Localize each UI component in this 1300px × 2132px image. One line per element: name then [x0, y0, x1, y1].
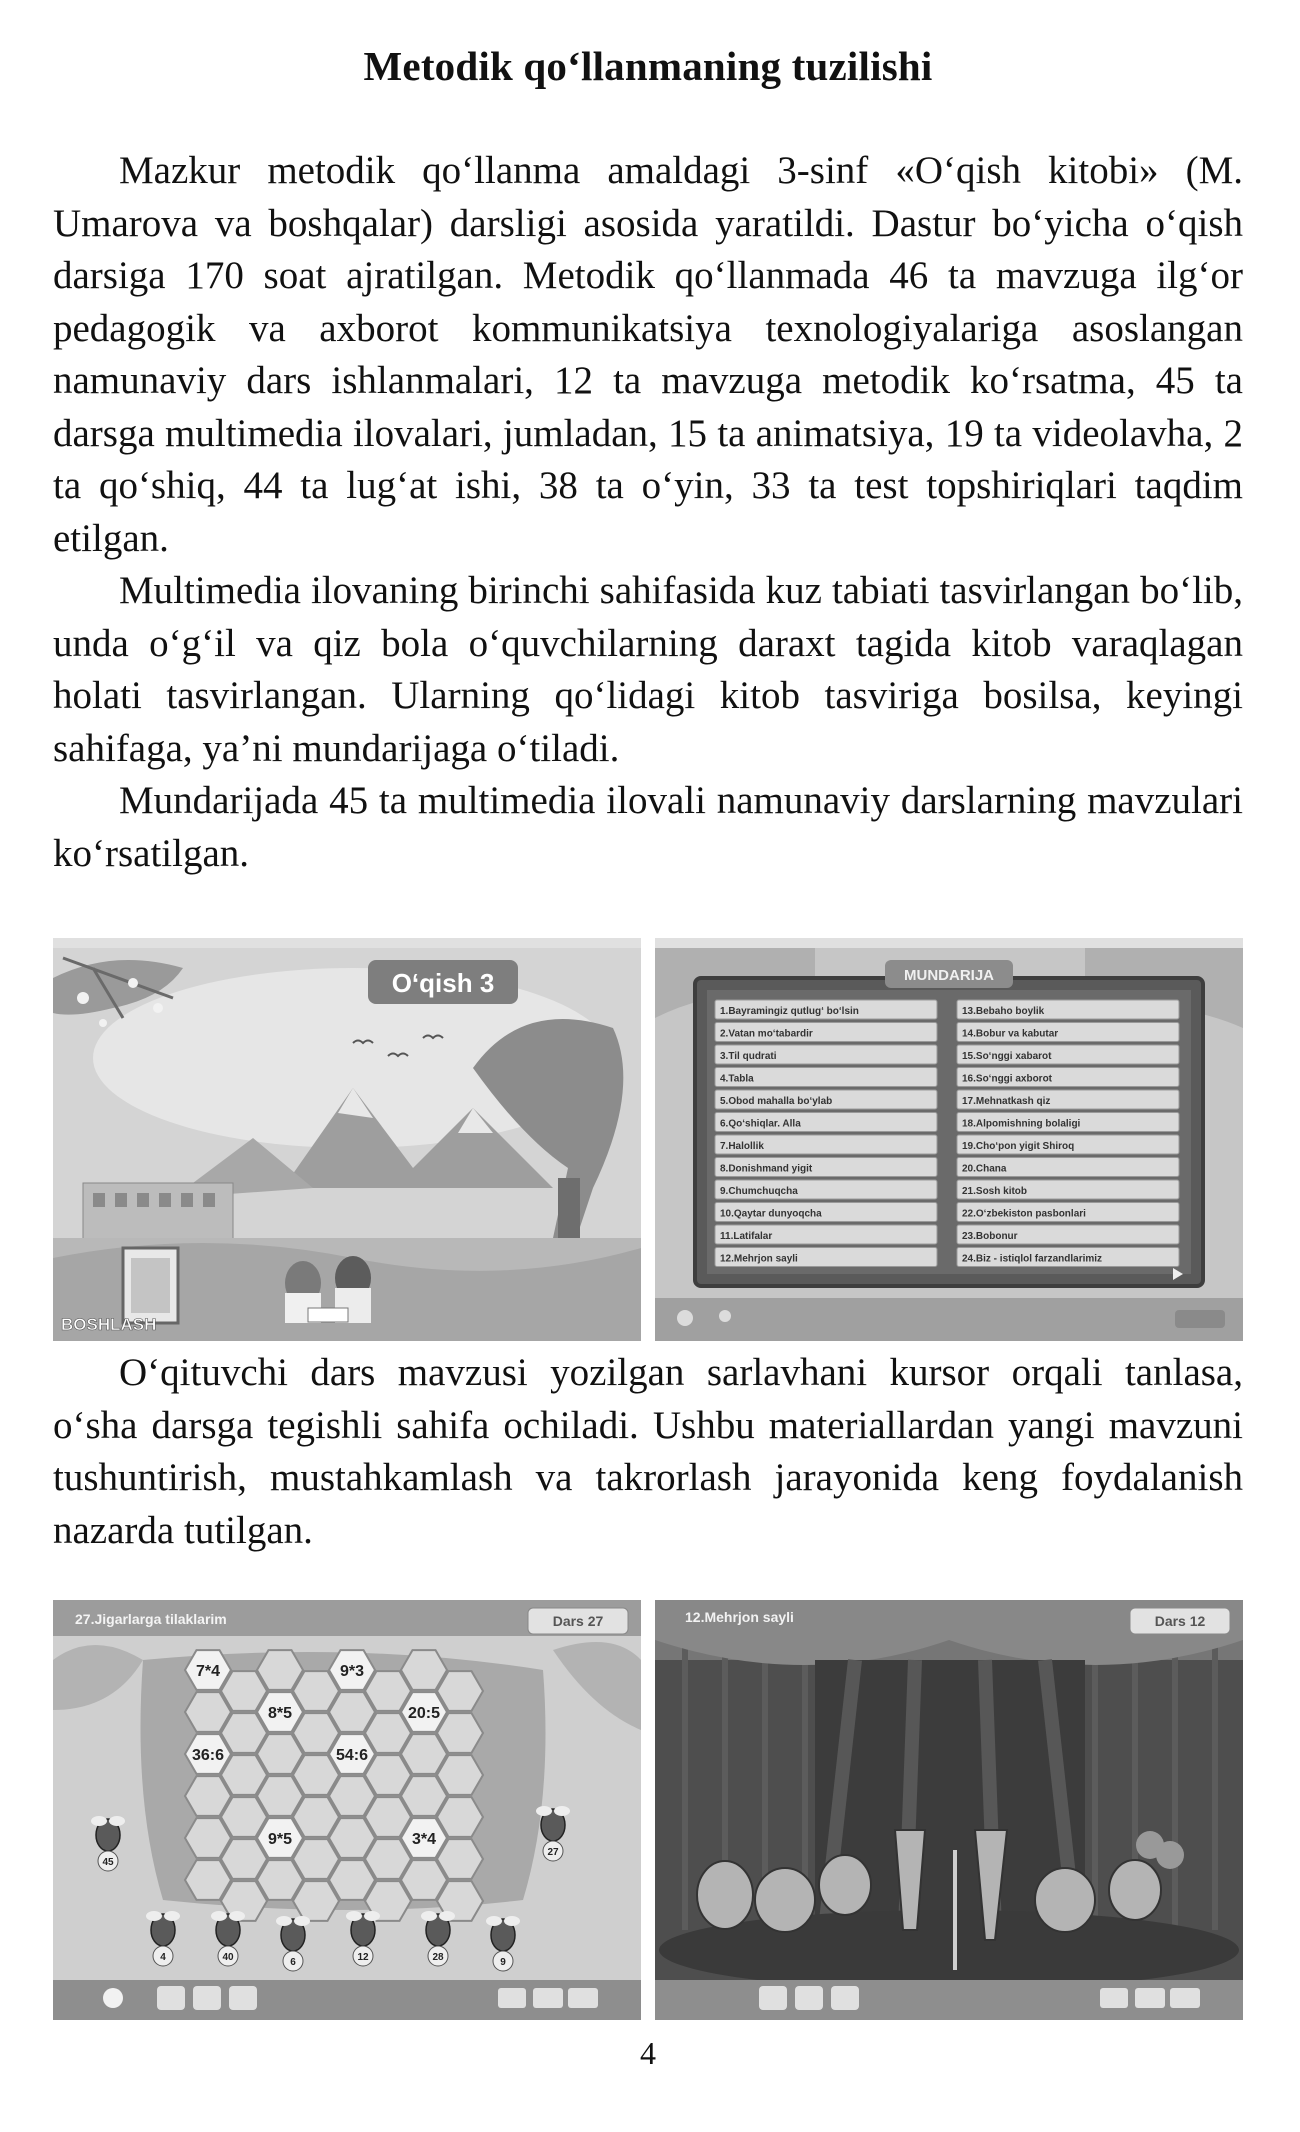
hexagon-label: 3*4	[411, 1831, 437, 1848]
intro-text	[53, 145, 1243, 880]
contents-item[interactable]	[957, 1203, 1179, 1222]
contents-item-label: 2.Vatan mo‘tabardir	[720, 1028, 813, 1040]
contents-item[interactable]	[715, 1090, 937, 1109]
contents-item[interactable]	[957, 1225, 1179, 1244]
page-number: 4	[640, 2035, 656, 2071]
bee-number: 9	[500, 1957, 506, 1968]
contents-item[interactable]	[715, 1180, 937, 1199]
contents-item-label: 4.Tabla	[720, 1073, 754, 1085]
contents-item[interactable]	[957, 1000, 1179, 1019]
start-button-label: BOSHLASH	[61, 1315, 157, 1334]
contents-item[interactable]	[957, 1045, 1179, 1064]
contents-item[interactable]	[957, 1090, 1179, 1109]
hexagon-label: 8*5	[267, 1705, 293, 1722]
contents-item-label: 23.Bobonur	[962, 1231, 1018, 1242]
contents-screen-image	[655, 938, 1243, 1341]
page-title: Metodik qo‘llanmaning tuzilishi	[363, 43, 933, 89]
stage-screen-image	[655, 1600, 1243, 2020]
contents-item-label: 1.Bayramingiz qutlug‘ bo‘lsin	[720, 1006, 859, 1017]
bee-number: 4	[160, 1952, 166, 1963]
paragraph: Mazkur metodik qo‘llanma amaldagi 3-sinf «O‘qish kitobi» (M. Umarova va boshqalar) darsligi asosida yaratildi. Dastur bo‘yicha o‘qish darsiga 170 soat ajratilgan. Metodik qo‘llanmada 46 ta mavzuga ilg‘or pedagogik va axborot kommunikatsiya texnologiyalariga asoslangan namunaviy dars ishlanmalari, 12 ta mavzuga metodik ko‘rsatma, 45 ta darsga multimedia ilovalari, jumladan, 15 ta animatsiya, 19 ta videolavha, 2 ta qo‘shiq, 44 ta lug‘at ishi, 38 ta o‘yin, 33 ta test topshiriqlari taqdim etilgan.	[53, 149, 1243, 560]
title-logo-text: O‘qish 3	[391, 968, 495, 998]
contents-item-label: 17.Mehnatkash qiz	[962, 1096, 1051, 1107]
hexagon-cell[interactable]	[437, 1755, 483, 1795]
bee-number: 40	[222, 1952, 234, 1963]
contents-item-label: 5.Obod mahalla bo‘ylab	[720, 1096, 833, 1107]
game-lesson-number: Dars 27	[552, 1613, 604, 1629]
hexagon-label: 20:5	[407, 1705, 441, 1722]
contents-item-label: 10.Qaytar dunyoqcha	[720, 1208, 822, 1220]
hexagon-cell[interactable]	[437, 1839, 483, 1879]
contents-item-label: 20.Chana	[962, 1163, 1007, 1175]
hexagon-label: 36:6	[191, 1747, 225, 1764]
contents-item[interactable]	[715, 1023, 937, 1042]
game-screen-image	[53, 1600, 641, 2020]
contents-item-label: 15.So‘nggi xabarot	[962, 1051, 1052, 1062]
contents-item[interactable]	[957, 1023, 1179, 1042]
contents-item[interactable]	[715, 1158, 937, 1177]
contents-item[interactable]	[715, 1045, 937, 1064]
hexagon-cell[interactable]	[437, 1671, 483, 1711]
title-logo	[368, 960, 518, 1004]
contents-item[interactable]	[957, 1135, 1179, 1154]
contents-item-label: 13.Bebaho boylik	[962, 1006, 1045, 1017]
contents-item-label: 8.Donishmand yigit	[720, 1163, 813, 1175]
hexagon-cell[interactable]	[437, 1797, 483, 1837]
bee-number: 12	[357, 1952, 369, 1963]
hexagon-label: 9*3	[339, 1663, 365, 1680]
contents-item-label: 18.Alpomishning bolaligi	[962, 1118, 1081, 1130]
stage-lesson-title: 12.Mehrjon sayli	[685, 1609, 794, 1625]
contents-item-label: 11.Latifalar	[720, 1231, 773, 1242]
contents-item-label: 21.Sosh kitob	[962, 1186, 1028, 1197]
hexagon-label: 54:6	[335, 1747, 369, 1764]
contents-heading: MUNDARIJA	[904, 967, 994, 984]
paragraph: O‘qituvchi dars mavzusi yozilgan sarlavhani kursor orqali tanlasa, o‘sha darsga tegishli sahifa ochiladi. Ushbu materiallardan yangi mavzuni tushuntirish, mustahkamlash va takrorlash jarayonida keng foydalanish nazarda tutilgan.	[53, 1351, 1243, 1552]
closing-text	[53, 1347, 1243, 1557]
hexagon-label: 9*5	[267, 1831, 293, 1848]
contents-item[interactable]	[715, 1000, 937, 1019]
paragraph: Multimedia ilovaning birinchi sahifasida kuz tabiati tasvirlangan bo‘lib, unda o‘g‘il va qiz bola o‘quvchilarning daraxt tagida kitob varaqlagan holati tasvirlangan. Ularning qo‘lidagi kitob tasviriga bosilsa, keyingi sahifaga, ya’ni mundarijaga o‘tiladi.	[53, 569, 1243, 770]
contents-item[interactable]	[957, 1113, 1179, 1132]
contents-item[interactable]	[715, 1203, 937, 1222]
contents-item-label: 22.O‘zbekiston pasbonlari	[962, 1208, 1086, 1220]
contents-item-label: 9.Chumchuqcha	[720, 1186, 798, 1197]
bee-number: 28	[432, 1952, 444, 1963]
contents-item[interactable]	[715, 1248, 937, 1267]
contents-item[interactable]	[715, 1068, 937, 1087]
contents-item[interactable]	[957, 1068, 1179, 1087]
bee-number: 6	[290, 1957, 296, 1968]
contents-item[interactable]	[715, 1113, 937, 1132]
bee-number: 27	[547, 1847, 559, 1858]
title-screen-image	[53, 938, 641, 1341]
game-lesson-title: 27.Jigarlarga tilaklarim	[75, 1611, 227, 1627]
contents-item-label: 24.Biz - istiqlol farzandlarimiz	[962, 1253, 1103, 1265]
contents-item[interactable]	[957, 1248, 1179, 1267]
contents-item-label: 19.Cho‘pon yigit Shiroq	[962, 1141, 1075, 1152]
contents-item-label: 7.Halollik	[720, 1141, 764, 1152]
contents-item-label: 12.Mehrjon sayli	[720, 1253, 798, 1265]
hexagon-label: 7*4	[195, 1663, 221, 1680]
contents-item-label: 6.Qo‘shiqlar. Alla	[720, 1118, 801, 1130]
stage-lesson-number: Dars 12	[1154, 1613, 1206, 1629]
contents-item[interactable]	[715, 1225, 937, 1244]
contents-item-label: 3.Til qudrati	[720, 1051, 777, 1062]
paragraph: Mundarijada 45 ta multimedia ilovali namunaviy darslarning mavzulari ko‘rsatilgan.	[53, 779, 1243, 875]
bee-number: 45	[102, 1857, 114, 1868]
contents-item[interactable]	[957, 1158, 1179, 1177]
contents-item[interactable]	[957, 1180, 1179, 1199]
contents-item-label: 16.So‘nggi axborot	[962, 1073, 1053, 1085]
contents-item[interactable]	[715, 1135, 937, 1154]
contents-item-label: 14.Bobur va kabutar	[962, 1028, 1059, 1040]
hexagon-grid	[185, 1650, 483, 1921]
book-page	[53, 0, 1243, 2132]
hexagon-cell[interactable]	[437, 1713, 483, 1753]
